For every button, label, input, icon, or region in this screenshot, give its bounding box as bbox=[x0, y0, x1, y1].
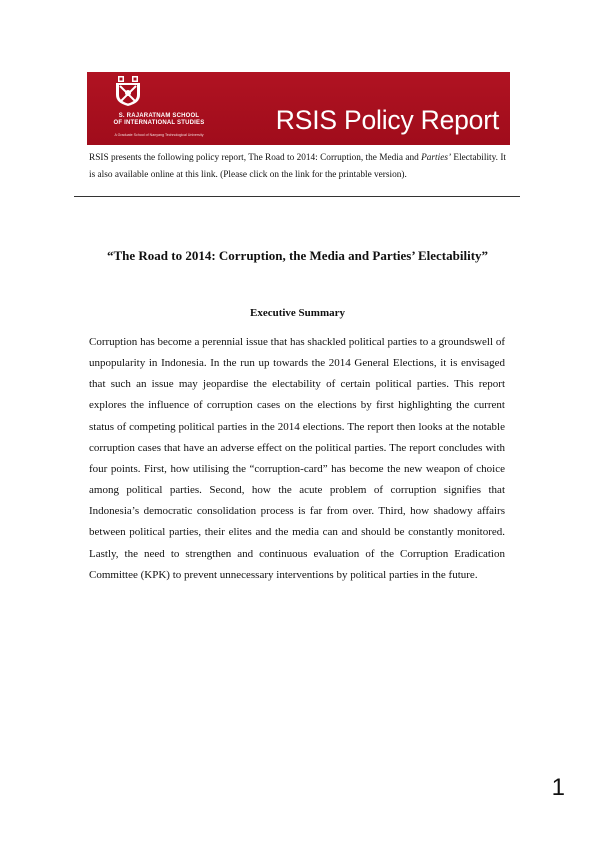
school-name-line-1: S. RAJARATNAM SCHOOL bbox=[118, 113, 200, 119]
school-name bbox=[99, 113, 219, 126]
rsis-header-banner bbox=[87, 72, 510, 145]
document-title: “The Road to 2014: Corruption, the Media and Parties’ Electability” bbox=[106, 248, 489, 263]
executive-summary-paragraph: Corruption has become a perennial issue that has shackled political parties to a groundswell of unpopularity in Indonesia. In the run up towards the 2014 General Elections, it is envisaged that such an issue may jeopardise the electability of certain political parties. This report explores the influence of corruption cases on the elections by first highlighting the current status of competing political parties in the 2014 elections. The report then looks at the notable corruption cases that have an adverse effect on the political parties. The report concludes with four points. First, how utilising the “corruption-card” has become the new weapon of choice among political parties. Second, how the acute problem of corruption signifies that Indonesia’s democratic consolidation process is far from over. Third, how shadowy affairs between political parties, their elites and the media can and should be constantly monitored. Lastly, the need to strengthen and continuous evaluation of the Corruption Eradication Committee (KPK) to prevent unnecessary interventions by political parties in the future. bbox=[89, 336, 505, 581]
report-series-title: RSIS Policy Report bbox=[275, 105, 499, 135]
intro-note bbox=[89, 150, 506, 184]
intro-italic-text: Parties’ bbox=[421, 153, 452, 163]
school-name-line-2: OF INTERNATIONAL STUDIES bbox=[113, 119, 205, 126]
section-heading-executive-summary: Executive Summary bbox=[249, 307, 345, 319]
rsis-crest-logo-icon bbox=[115, 76, 141, 106]
school-subtitle: A Graduate School of Nanyang Technological University bbox=[114, 133, 204, 137]
page-number: 1 bbox=[551, 774, 565, 801]
intro-text-end: Electability. It is also available online at this link. (Please click on the link for the printable version). bbox=[89, 153, 506, 180]
intro-text-start: RSIS presents the following policy report, The Road to 2014: Corruption, the Media and bbox=[89, 153, 422, 163]
header-divider bbox=[74, 196, 520, 197]
